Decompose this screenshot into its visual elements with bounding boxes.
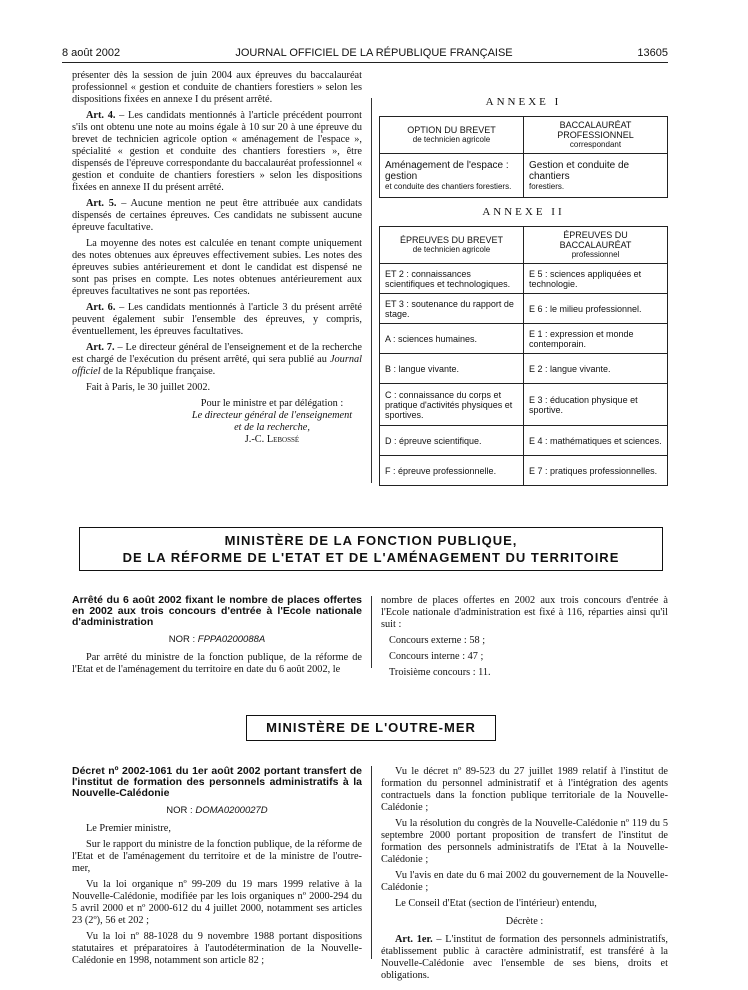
paragraph: présenter dès la session de juin 2004 aux épreuves du baccalauréat professionnel « gestion et conduite de chantiers forestiers » selon les dispositions fixées en annexe I du présent arrêté. xyxy=(72,70,362,105)
decret-right-column xyxy=(381,766,668,986)
annexe-2 xyxy=(379,206,668,486)
annexe-2-cell: E 6 : le milieu professionnel. xyxy=(524,294,668,324)
annexe-1-title: ANNEXE I xyxy=(485,96,562,108)
annexe-2-cell: E 7 : pratiques professionnelles. xyxy=(524,456,668,486)
annexe-1-header-1: OPTION DU BREVET de technicien agricole xyxy=(380,117,524,154)
ministry-banner: MINISTÈRE DE LA FONCTION PUBLIQUE, DE LA RÉFORME DE L'ETAT ET DE L'AMÉNAGEMENT DU TERRITOIRE xyxy=(79,527,663,571)
list-item: Troisième concours : 11. xyxy=(389,667,491,678)
page-number: 13605 xyxy=(637,47,668,59)
header-rule xyxy=(62,62,668,63)
annexe-2-cell: E 4 : mathématiques et sciences. xyxy=(524,426,668,456)
list-item: Concours externe : 58 ; xyxy=(389,635,486,646)
journal-title: JOURNAL OFFICIEL DE LA RÉPUBLIQUE FRANÇAISE xyxy=(235,47,513,59)
annexe-2-row xyxy=(380,264,668,294)
signature-block: Pour le ministre et par délégation : Le directeur général de l'enseignement et de la recherche, J.-C. Lebossé xyxy=(191,398,353,445)
arrete-title: Arrêté du 6 août 2002 fixant le nombre de places offertes en 2002 aux trois concours d'entrée à l'Ecole nationale d'administration xyxy=(72,594,362,628)
annexe-1-cell-bac: Gestion et conduite de chantiers forestiers. xyxy=(524,154,668,198)
annexe-2-cell: B : langue vivante. xyxy=(380,354,524,384)
annexe-1-cell-option: Aménagement de l'espace : gestion et conduite des chantiers forestiers. xyxy=(380,154,524,198)
annexe-1-table xyxy=(379,116,668,198)
annexe-2-row xyxy=(380,294,668,324)
article-5: Art. 5. – Aucune mention ne peut être attribuée aux candidats dispensés de certaines épreuves. Ces candidats ne subissent aucune épreuve facultative. xyxy=(72,198,362,233)
paragraph: Vu la loi organique nº 99-209 du 19 mars 1999 relative à la Nouvelle-Calédonie, modifiée par les lois organiques nº 2000-294 du 5 avril 2000 et nº 2000-612 du 4 juillet 2000, notamment ses articles 23 (2º), 56 et 202 ; xyxy=(72,879,362,926)
annexe-2-cell: E 5 : sciences appliquées et technologie. xyxy=(524,264,668,294)
paragraph: Vu le décret nº 89-523 du 27 juillet 1989 relatif à l'institut de formation du personnel administratif et à l'intégration des agents contractuels dans la fonction publique territoriale de la Nouvelle-Calédonie ; xyxy=(381,766,668,813)
paragraph: La moyenne des notes est calculée en tenant compte uniquement des notes obtenues aux épreuves effectivement subies. Les notes des épreuves subies antérieurement et dont le candidat est dispensé ne sont pas prises en compte. Les notes obtenues antérieurement aux épreuves facultatives ne sont pas reportées. xyxy=(72,238,362,297)
annexe-2-cell: C : connaissance du corps et pratique d'activités physiques et sportives. xyxy=(380,384,524,426)
column-divider xyxy=(371,98,372,483)
annexe-2-row xyxy=(380,384,668,426)
annexe-2-cell: E 2 : langue vivante. xyxy=(524,354,668,384)
column-divider xyxy=(371,766,372,959)
decrete: Décrète : xyxy=(505,916,544,927)
annexe-1 xyxy=(379,96,668,198)
paragraph: Vu la résolution du congrès de la Nouvelle-Calédonie nº 119 du 5 septembre 2000 portant proposition de transfert de l'institut de formation des personnels administratifs de l'Etat à la Nouvelle-Calédonie ; xyxy=(381,818,668,865)
decret-nor: NOR : DOMA0200027D xyxy=(166,805,268,816)
annexe-2-row xyxy=(380,426,668,456)
header-date: 8 août 2002 xyxy=(62,47,121,59)
article-1: Art. 1er. – L'institut de formation des personnels administratifs, établissement public à caractère administratif, est transféré à la Nouvelle-Calédonie avec l'ensemble de ses biens, droits et obligations. xyxy=(381,934,668,981)
paragraph: Vu l'avis en date du 6 mai 2002 du gouvernement de la Nouvelle-Calédonie ; xyxy=(381,870,668,893)
article-7: Art. 7. – Le directeur général de l'enseignement et de la recherche est chargé de l'exécution du présent arrêté, qui sera publié au Journal officiel de la République française. xyxy=(72,342,362,377)
annexe-2-header-1: ÉPREUVES DU BREVET de technicien agricole xyxy=(380,227,524,264)
paragraph: Sur le rapport du ministre de la fonction publique, de la réforme de l'Etat et de l'aménagement du territoire et de la ministre de l'outre-mer, xyxy=(72,839,362,874)
annexe-2-row xyxy=(380,456,668,486)
annexe-2-cell: ET 2 : connaissances scientifiques et technologiques. xyxy=(380,264,524,294)
article-4: Art. 4. – Les candidats mentionnés à l'article précédent pourront s'ils ont obtenu une note au moins égale à 10 sur 20 à une épreuve du brevet de technicien agricole option « aménagement de l'espace », spécialité « gestion et conduite des chantiers forestiers », être dispensés de l'épreuve correspondante du baccalauréat professionnel « gestion et conduite de chantiers forestiers » selon les dispositions fixées en annexe II du présent arrêté. xyxy=(72,110,363,193)
annexe-2-row xyxy=(380,324,668,354)
annexe-2-cell: ET 3 : soutenance du rapport de stage. xyxy=(380,294,524,324)
annexe-2-cell: D : épreuve scientifique. xyxy=(380,426,524,456)
ministry-outre-mer-banner: MINISTÈRE DE L'OUTRE-MER xyxy=(246,715,496,741)
left-top-column xyxy=(72,70,362,446)
arrete-left-column xyxy=(72,595,362,680)
concours-list xyxy=(389,635,668,679)
annexe-2-title: ANNEXE II xyxy=(482,206,565,218)
annexe-1-header-2: BACCALAURÉAT PROFESSIONNEL correspondant xyxy=(524,117,668,154)
article-6: Art. 6. – Les candidats mentionnés à l'article 3 du présent arrêté peuvent également subir l'ensemble des épreuves, y compris, éventuellement, les épreuves facultatives. xyxy=(72,302,363,337)
paragraph: nombre de places offertes en 2002 aux trois concours d'entrée à l'Ecole nationale d'administration est fixé à 116, réparties ainsi qu'il suit : xyxy=(381,595,668,630)
annexe-2-table xyxy=(379,226,668,486)
paragraph: Par arrêté du ministre de la fonction publique, de la réforme de l'Etat et de l'aménagement du territoire en date du 6 août 2002, le xyxy=(72,652,362,675)
column-divider xyxy=(371,596,372,668)
fait-a-paris: Fait à Paris, le 30 juillet 2002. xyxy=(86,382,211,393)
annexe-2-header-2: ÉPREUVES DU BACCALAURÉAT professionnel xyxy=(524,227,668,264)
annexe-2-cell: E 3 : éducation physique et sportive. xyxy=(524,384,668,426)
annexe-2-cell: E 1 : expression et monde contemporain. xyxy=(524,324,668,354)
decret-title: Décret nº 2002-1061 du 1er août 2002 portant transfert de l'institut de formation des personnels administratifs à la Nouvelle-Calédonie xyxy=(72,765,362,799)
annexe-2-row xyxy=(380,354,668,384)
arrete-right-column xyxy=(381,595,668,683)
paragraph: Le Conseil d'Etat (section de l'intérieur) entendu, xyxy=(395,898,597,909)
list-item: Concours interne : 47 ; xyxy=(389,651,484,662)
arrete-nor: NOR : FPPA0200088A xyxy=(168,634,266,645)
paragraph: Vu la loi nº 88-1028 du 9 novembre 1988 portant dispositions statutaires et préparatoires à l'autodétermination de la Nouvelle-Calédonie en 1998, notamment son article 82 ; xyxy=(72,931,362,966)
annexe-2-cell: F : épreuve professionnelle. xyxy=(380,456,524,486)
decret-left-column xyxy=(72,766,362,971)
annexe-2-cell: A : sciences humaines. xyxy=(380,324,524,354)
paragraph: Le Premier ministre, xyxy=(86,823,171,834)
